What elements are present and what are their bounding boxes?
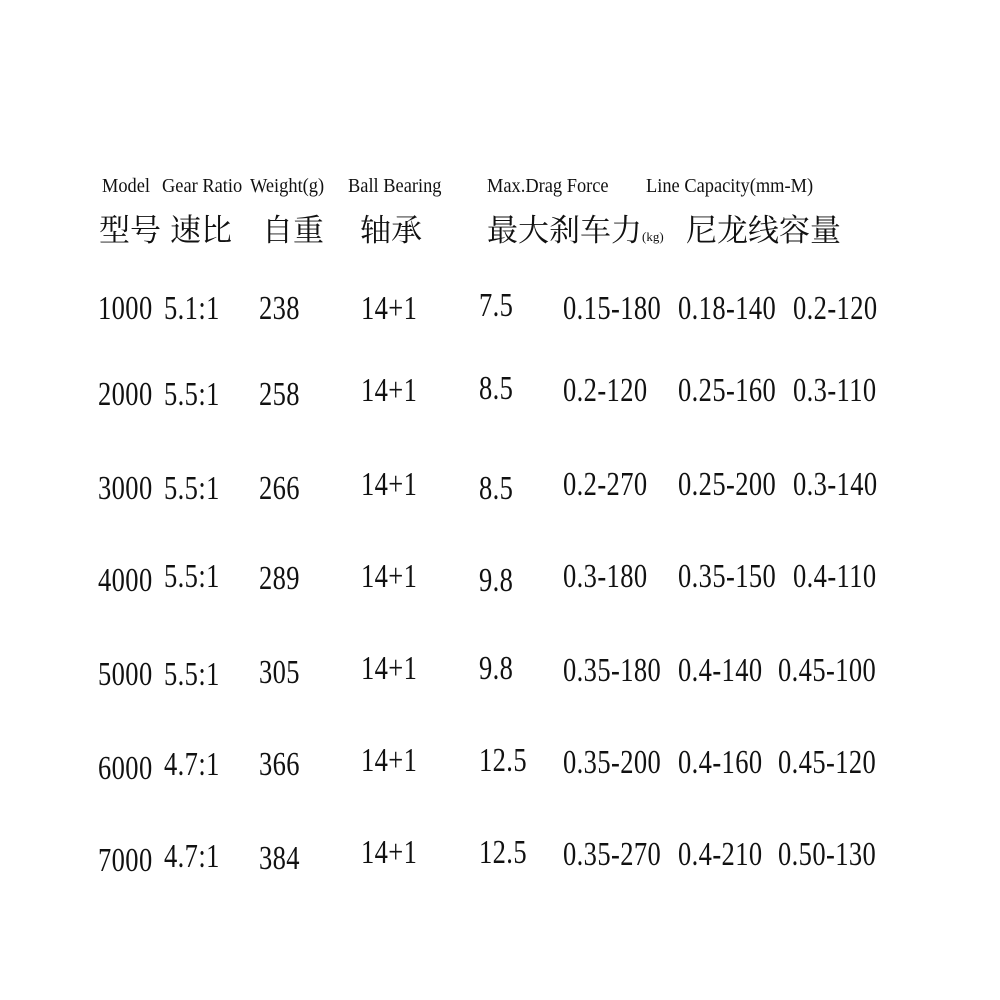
cell-max-drag: 12.5	[479, 834, 527, 871]
header-weight-en: Weight(g)	[250, 175, 325, 197]
header-gear-ratio-zh: 速比	[170, 213, 232, 249]
cell-max-drag: 9.8	[479, 650, 514, 687]
cell-line-capacity-2: 0.35-150	[678, 558, 777, 595]
cell-ball-bearing: 14+1	[361, 650, 418, 687]
cell-line-capacity-3: 0.4-110	[793, 558, 877, 595]
cell-line-capacity-3: 0.3-110	[793, 372, 877, 409]
header-max-drag-unit: (kg)	[642, 229, 664, 244]
cell-model: 5000	[98, 656, 153, 693]
cell-ball-bearing: 14+1	[361, 466, 418, 503]
cell-weight: 266	[259, 470, 300, 507]
cell-line-capacity-1: 0.35-180	[563, 652, 662, 689]
cell-model: 4000	[98, 562, 153, 599]
cell-line-capacity-3: 0.3-140	[793, 466, 878, 503]
cell-ball-bearing: 14+1	[361, 372, 418, 409]
cell-line-capacity-1: 0.2-270	[563, 466, 648, 503]
cell-max-drag: 12.5	[479, 742, 527, 779]
cell-weight: 238	[259, 290, 300, 327]
cell-gear-ratio: 5.1:1	[164, 290, 220, 327]
cell-line-capacity-2: 0.25-160	[678, 372, 777, 409]
cell-line-capacity-1: 0.35-200	[563, 744, 662, 781]
header-gear-ratio-en: Gear Ratio	[162, 175, 243, 197]
cell-model: 1000	[98, 290, 153, 327]
cell-line-capacity-2: 0.18-140	[678, 290, 777, 327]
header-line-capacity-en: Line Capacity(mm-M)	[646, 175, 814, 197]
header-max-drag-en: Max.Drag Force	[487, 175, 609, 197]
header-model-en: Model	[102, 175, 151, 197]
cell-gear-ratio: 5.5:1	[164, 558, 220, 595]
cell-ball-bearing: 14+1	[361, 834, 418, 871]
header-max-drag-zh-text: 最大刹车力	[487, 213, 642, 249]
cell-model: 7000	[98, 842, 153, 879]
cell-max-drag: 8.5	[479, 370, 514, 407]
header-line-capacity-zh: 尼龙线容量	[686, 213, 841, 249]
cell-line-capacity-2: 0.4-160	[678, 744, 763, 781]
cell-line-capacity-3: 0.45-100	[778, 652, 877, 689]
cell-max-drag: 7.5	[479, 287, 514, 324]
cell-line-capacity-2: 0.25-200	[678, 466, 777, 503]
cell-gear-ratio: 4.7:1	[164, 746, 220, 783]
cell-line-capacity-1: 0.3-180	[563, 558, 648, 595]
cell-model: 6000	[98, 750, 153, 787]
cell-max-drag: 8.5	[479, 470, 514, 507]
cell-weight: 258	[259, 376, 300, 413]
cell-line-capacity-1: 0.35-270	[563, 836, 662, 873]
cell-line-capacity-2: 0.4-210	[678, 836, 763, 873]
header-ball-bearing-en: Ball Bearing	[348, 175, 442, 197]
cell-line-capacity-3: 0.50-130	[778, 836, 877, 873]
cell-gear-ratio: 4.7:1	[164, 838, 220, 875]
cell-gear-ratio: 5.5:1	[164, 470, 220, 507]
cell-gear-ratio: 5.5:1	[164, 376, 220, 413]
header-model-zh: 型号	[99, 213, 161, 249]
cell-model: 3000	[98, 470, 153, 507]
cell-line-capacity-3: 0.2-120	[793, 290, 878, 327]
header-weight-zh: 自重	[262, 213, 324, 249]
cell-weight: 384	[259, 840, 300, 877]
cell-line-capacity-2: 0.4-140	[678, 652, 763, 689]
cell-gear-ratio: 5.5:1	[164, 656, 220, 693]
header-max-drag-zh	[487, 213, 664, 249]
cell-ball-bearing: 14+1	[361, 742, 418, 779]
cell-model: 2000	[98, 376, 153, 413]
cell-weight: 366	[259, 746, 300, 783]
cell-ball-bearing: 14+1	[361, 290, 418, 327]
cell-ball-bearing: 14+1	[361, 558, 418, 595]
cell-line-capacity-1: 0.2-120	[563, 372, 648, 409]
cell-line-capacity-3: 0.45-120	[778, 744, 877, 781]
cell-weight: 305	[259, 654, 300, 691]
cell-max-drag: 9.8	[479, 562, 514, 599]
cell-line-capacity-1: 0.15-180	[563, 290, 662, 327]
header-ball-bearing-zh: 轴承	[360, 213, 422, 249]
cell-weight: 289	[259, 560, 300, 597]
